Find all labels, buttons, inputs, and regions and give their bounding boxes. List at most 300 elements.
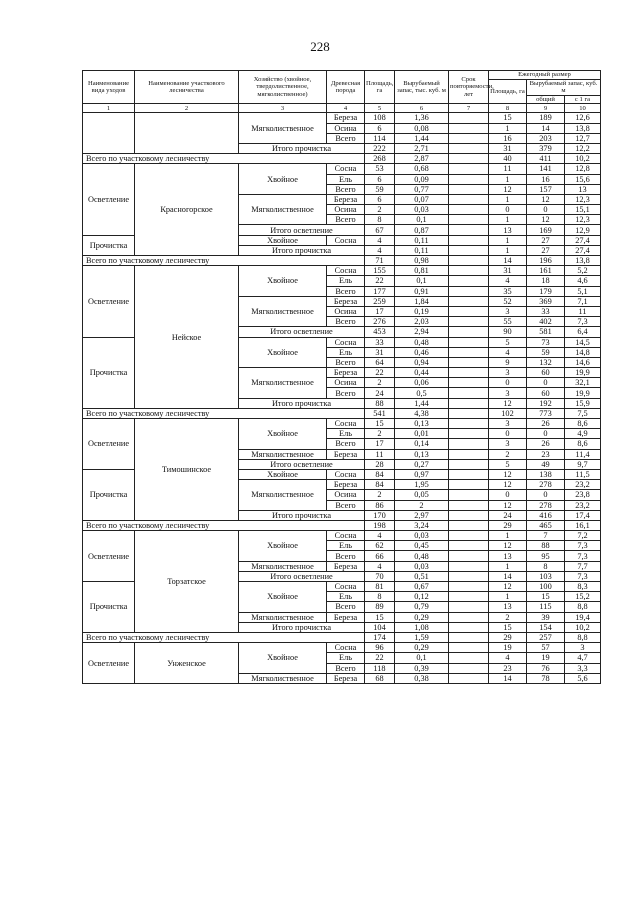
period-cell [449, 306, 489, 316]
species-cell: Всего [327, 317, 365, 327]
volume-cell: 0,12 [395, 592, 449, 602]
period-cell [449, 174, 489, 184]
volume-cell: 2,87 [395, 154, 449, 164]
economy-cell: Хвойное [239, 235, 327, 245]
annual-area-cell: 19 [489, 643, 527, 653]
area-cell: 62 [365, 541, 395, 551]
area-cell: 24 [365, 388, 395, 398]
annual-area-cell: 12 [489, 398, 527, 408]
period-cell [449, 235, 489, 245]
volume-cell: 2,71 [395, 143, 449, 153]
area-cell: 81 [365, 582, 395, 592]
annual-volume-total-cell: 0 [527, 205, 565, 215]
table-row [83, 643, 601, 653]
annual-volume-total-cell: 154 [527, 622, 565, 632]
period-cell [449, 337, 489, 347]
annual-volume-per-ha-cell: 14,8 [565, 347, 601, 357]
annual-volume-per-ha-cell: 8,3 [565, 582, 601, 592]
annual-volume-total-cell: 278 [527, 480, 565, 490]
species-cell: Береза [327, 113, 365, 123]
period-cell [449, 398, 489, 408]
volume-cell: 0,13 [395, 449, 449, 459]
column-number: 9 [527, 104, 565, 113]
volume-cell: 0,03 [395, 531, 449, 541]
period-cell [449, 551, 489, 561]
volume-cell: 0,91 [395, 286, 449, 296]
annual-area-cell: 11 [489, 164, 527, 174]
area-cell: 174 [365, 632, 395, 642]
period-cell [449, 429, 489, 439]
volume-cell: 0,51 [395, 571, 449, 581]
volume-cell: 0,98 [395, 256, 449, 266]
annual-area-cell: 40 [489, 154, 527, 164]
area-cell: 17 [365, 439, 395, 449]
period-cell [449, 480, 489, 490]
species-cell: Ель [327, 347, 365, 357]
area-cell: 268 [365, 154, 395, 164]
annual-area-cell: 0 [489, 205, 527, 215]
annual-area-cell: 90 [489, 327, 527, 337]
area-cell: 28 [365, 459, 395, 469]
forestry-cell: Тимошинское [135, 419, 239, 521]
volume-cell: 0,94 [395, 357, 449, 367]
area-cell: 6 [365, 174, 395, 184]
area-cell: 71 [365, 256, 395, 266]
annual-area-cell: 2 [489, 612, 527, 622]
care-type-cell: Прочистка [83, 582, 135, 633]
volume-cell: 0,1 [395, 276, 449, 286]
species-cell: Всего [327, 663, 365, 673]
species-cell: Ель [327, 276, 365, 286]
species-cell: Сосна [327, 643, 365, 653]
volume-cell: 0,07 [395, 194, 449, 204]
annual-volume-total-cell: 12 [527, 215, 565, 225]
period-cell [449, 459, 489, 469]
annual-volume-total-cell: 60 [527, 388, 565, 398]
annual-volume-per-ha-cell: 10,2 [565, 622, 601, 632]
period-cell [449, 276, 489, 286]
period-cell [449, 653, 489, 663]
header-species: Древесная порода [327, 71, 365, 104]
species-cell: Ель [327, 653, 365, 663]
annual-area-cell: 13 [489, 551, 527, 561]
annual-volume-total-cell: 179 [527, 286, 565, 296]
volume-cell: 2,03 [395, 317, 449, 327]
annual-volume-total-cell: 7 [527, 531, 565, 541]
area-cell: 108 [365, 113, 395, 123]
period-cell [449, 123, 489, 133]
economy-cell: Хвойное [239, 531, 327, 562]
volume-cell: 3,24 [395, 520, 449, 530]
area-cell: 15 [365, 419, 395, 429]
period-cell [449, 449, 489, 459]
volume-cell: 0,87 [395, 225, 449, 235]
annual-area-cell: 1 [489, 194, 527, 204]
annual-volume-per-ha-cell: 8,8 [565, 632, 601, 642]
period-cell [449, 561, 489, 571]
species-cell: Сосна [327, 337, 365, 347]
annual-area-cell: 12 [489, 184, 527, 194]
annual-volume-total-cell: 57 [527, 643, 565, 653]
area-cell: 155 [365, 266, 395, 276]
economy-cell: Мягколиственное [239, 113, 327, 144]
annual-volume-per-ha-cell: 10,2 [565, 154, 601, 164]
volume-cell: 0,03 [395, 561, 449, 571]
annual-area-cell: 1 [489, 245, 527, 255]
column-number: 2 [135, 104, 239, 113]
annual-volume-per-ha-cell: 4,9 [565, 429, 601, 439]
period-cell [449, 225, 489, 235]
annual-area-cell: 4 [489, 276, 527, 286]
annual-area-cell: 12 [489, 480, 527, 490]
period-cell [449, 469, 489, 479]
period-cell [449, 673, 489, 683]
annual-volume-total-cell: 15 [527, 592, 565, 602]
annual-area-cell: 3 [489, 368, 527, 378]
volume-cell: 0,45 [395, 541, 449, 551]
annual-area-cell: 35 [489, 286, 527, 296]
period-cell [449, 531, 489, 541]
header-annual-area: Площадь, га [489, 79, 527, 104]
species-cell: Сосна [327, 582, 365, 592]
annual-volume-total-cell: 416 [527, 510, 565, 520]
header-economy: Хозяйство (хвойное, твердолиственное, мягколиственное) [239, 71, 327, 104]
species-cell: Осина [327, 490, 365, 500]
area-cell: 259 [365, 296, 395, 306]
forestry-cell: Нейское [135, 266, 239, 409]
annual-volume-per-ha-cell: 12,3 [565, 215, 601, 225]
period-cell [449, 133, 489, 143]
period-cell [449, 205, 489, 215]
area-cell: 70 [365, 571, 395, 581]
volume-cell: 0,5 [395, 388, 449, 398]
species-cell: Береза [327, 561, 365, 571]
volume-cell: 0,81 [395, 266, 449, 276]
period-cell [449, 296, 489, 306]
annual-volume-total-cell: 203 [527, 133, 565, 143]
annual-area-cell: 16 [489, 133, 527, 143]
period-cell [449, 388, 489, 398]
area-cell: 88 [365, 398, 395, 408]
annual-volume-total-cell: 189 [527, 113, 565, 123]
annual-area-cell: 3 [489, 388, 527, 398]
annual-volume-total-cell: 39 [527, 612, 565, 622]
annual-volume-total-cell: 26 [527, 439, 565, 449]
period-cell [449, 317, 489, 327]
header-period: Срок повторяемости, лет [449, 71, 489, 104]
annual-volume-total-cell: 257 [527, 632, 565, 642]
header-annual-per-ha: с 1 га [565, 95, 601, 104]
subtotal-label: Итого прочистка [239, 143, 365, 153]
period-cell [449, 143, 489, 153]
annual-area-cell: 0 [489, 378, 527, 388]
area-cell: 541 [365, 408, 395, 418]
economy-cell: Мягколиственное [239, 561, 327, 571]
annual-volume-per-ha-cell: 32,1 [565, 378, 601, 388]
annual-volume-per-ha-cell: 3,3 [565, 663, 601, 673]
annual-area-cell: 52 [489, 296, 527, 306]
species-cell: Всего [327, 286, 365, 296]
annual-volume-per-ha-cell: 5,2 [565, 266, 601, 276]
species-cell: Осина [327, 205, 365, 215]
subtotal-label: Итого осветление [239, 571, 365, 581]
header-annual: Ежегодный размер [489, 71, 601, 80]
header-care-type: Наименование вида уходов [83, 71, 135, 104]
area-cell: 2 [365, 429, 395, 439]
period-cell [449, 622, 489, 632]
volume-cell: 4,38 [395, 408, 449, 418]
column-number: 8 [489, 104, 527, 113]
annual-volume-total-cell: 60 [527, 368, 565, 378]
area-cell: 170 [365, 510, 395, 520]
annual-volume-total-cell: 773 [527, 408, 565, 418]
annual-volume-total-cell: 157 [527, 184, 565, 194]
subtotal-label: Итого осветление [239, 225, 365, 235]
table-row [83, 520, 601, 530]
annual-area-cell: 24 [489, 510, 527, 520]
annual-area-cell: 3 [489, 306, 527, 316]
species-cell: Береза [327, 449, 365, 459]
volume-cell: 0,29 [395, 643, 449, 653]
table-row [83, 164, 601, 174]
annual-volume-per-ha-cell: 7,1 [565, 296, 601, 306]
care-type-cell [83, 113, 135, 154]
volume-cell: 0,67 [395, 582, 449, 592]
annual-area-cell: 12 [489, 541, 527, 551]
species-cell: Береза [327, 194, 365, 204]
forestry-total-label: Всего по участковому лесничеству [83, 256, 365, 266]
area-cell: 68 [365, 673, 395, 683]
annual-area-cell: 0 [489, 490, 527, 500]
header-annual-total: общий [527, 95, 565, 104]
period-cell [449, 164, 489, 174]
period-cell [449, 215, 489, 225]
annual-area-cell: 12 [489, 469, 527, 479]
area-cell: 453 [365, 327, 395, 337]
volume-cell: 0,14 [395, 439, 449, 449]
area-cell: 84 [365, 480, 395, 490]
annual-volume-total-cell: 0 [527, 378, 565, 388]
volume-cell: 0,79 [395, 602, 449, 612]
annual-volume-per-ha-cell: 16,1 [565, 520, 601, 530]
annual-volume-per-ha-cell: 13,8 [565, 256, 601, 266]
period-cell [449, 368, 489, 378]
column-number: 4 [327, 104, 365, 113]
forestry-total-label: Всего по участковому лесничеству [83, 520, 365, 530]
annual-volume-per-ha-cell: 17,4 [565, 510, 601, 520]
subtotal-label: Итого осветление [239, 327, 365, 337]
area-cell: 96 [365, 643, 395, 653]
economy-cell: Хвойное [239, 582, 327, 613]
area-cell: 198 [365, 520, 395, 530]
species-cell: Сосна [327, 266, 365, 276]
economy-cell: Мягколиственное [239, 194, 327, 225]
annual-volume-total-cell: 0 [527, 429, 565, 439]
annual-volume-per-ha-cell: 8,6 [565, 439, 601, 449]
table-row [83, 256, 601, 266]
annual-area-cell: 31 [489, 266, 527, 276]
care-type-cell: Осветление [83, 419, 135, 470]
annual-volume-per-ha-cell: 7,7 [565, 561, 601, 571]
annual-volume-per-ha-cell: 3 [565, 643, 601, 653]
period-cell [449, 357, 489, 367]
volume-cell: 0,08 [395, 123, 449, 133]
period-cell [449, 419, 489, 429]
area-cell: 53 [365, 164, 395, 174]
forestry-cell: Торзатское [135, 531, 239, 633]
period-cell [449, 154, 489, 164]
column-number: 3 [239, 104, 327, 113]
annual-volume-per-ha-cell: 5,1 [565, 286, 601, 296]
species-cell: Всего [327, 184, 365, 194]
period-cell [449, 408, 489, 418]
annual-volume-total-cell: 0 [527, 490, 565, 500]
annual-area-cell: 13 [489, 225, 527, 235]
species-cell: Ель [327, 174, 365, 184]
annual-volume-total-cell: 411 [527, 154, 565, 164]
species-cell: Всего [327, 388, 365, 398]
annual-volume-total-cell: 278 [527, 500, 565, 510]
table-row [83, 632, 601, 642]
volume-cell: 1,44 [395, 398, 449, 408]
area-cell: 59 [365, 184, 395, 194]
column-number: 7 [449, 104, 489, 113]
annual-area-cell: 1 [489, 592, 527, 602]
annual-volume-total-cell: 18 [527, 276, 565, 286]
species-cell: Сосна [327, 469, 365, 479]
annual-volume-total-cell: 19 [527, 653, 565, 663]
care-type-cell: Осветление [83, 531, 135, 582]
volume-cell: 1,84 [395, 296, 449, 306]
area-cell: 66 [365, 551, 395, 561]
table-row [83, 154, 601, 164]
volume-cell: 0,39 [395, 663, 449, 673]
table-row [83, 408, 601, 418]
care-type-cell: Осветление [83, 164, 135, 235]
area-cell: 22 [365, 276, 395, 286]
species-cell: Всего [327, 357, 365, 367]
period-cell [449, 643, 489, 653]
species-cell: Сосна [327, 419, 365, 429]
volume-cell: 0,1 [395, 215, 449, 225]
annual-volume-total-cell: 12 [527, 194, 565, 204]
volume-cell: 2 [395, 500, 449, 510]
annual-volume-per-ha-cell: 23,8 [565, 490, 601, 500]
annual-volume-per-ha-cell: 12,2 [565, 143, 601, 153]
annual-area-cell: 12 [489, 582, 527, 592]
care-type-cell: Осветление [83, 266, 135, 337]
annual-volume-total-cell: 138 [527, 469, 565, 479]
species-cell: Всего [327, 439, 365, 449]
volume-cell: 0,46 [395, 347, 449, 357]
annual-area-cell: 4 [489, 653, 527, 663]
table-row [83, 266, 601, 276]
annual-area-cell: 31 [489, 143, 527, 153]
annual-volume-per-ha-cell: 23,2 [565, 480, 601, 490]
annual-volume-per-ha-cell: 7,3 [565, 317, 601, 327]
subtotal-label: Итого осветление [239, 459, 365, 469]
period-cell [449, 520, 489, 530]
forestry-cell [135, 113, 239, 154]
volume-cell: 2,97 [395, 510, 449, 520]
period-cell [449, 510, 489, 520]
annual-volume-total-cell: 369 [527, 296, 565, 306]
forestry-total-label: Всего по участковому лесничеству [83, 408, 365, 418]
volume-cell: 1,59 [395, 632, 449, 642]
area-cell: 67 [365, 225, 395, 235]
period-cell [449, 347, 489, 357]
volume-cell: 0,1 [395, 653, 449, 663]
species-cell: Всего [327, 133, 365, 143]
area-cell: 222 [365, 143, 395, 153]
annual-volume-per-ha-cell: 11,4 [565, 449, 601, 459]
annual-area-cell: 14 [489, 256, 527, 266]
area-cell: 22 [365, 653, 395, 663]
volume-cell: 0,38 [395, 673, 449, 683]
forestry-cell: Унженское [135, 643, 239, 684]
annual-volume-per-ha-cell: 11,5 [565, 469, 601, 479]
area-cell: 118 [365, 663, 395, 673]
care-type-cell: Прочистка [83, 337, 135, 408]
annual-area-cell: 1 [489, 174, 527, 184]
volume-cell: 0,77 [395, 184, 449, 194]
volume-cell: 0,01 [395, 429, 449, 439]
annual-area-cell: 1 [489, 123, 527, 133]
economy-cell: Хвойное [239, 419, 327, 450]
header-annual-volume: Вырубаемый запас, куб. м [527, 79, 601, 95]
volume-cell: 1,08 [395, 622, 449, 632]
annual-volume-total-cell: 16 [527, 174, 565, 184]
annual-volume-total-cell: 169 [527, 225, 565, 235]
annual-volume-total-cell: 141 [527, 164, 565, 174]
area-cell: 31 [365, 347, 395, 357]
annual-area-cell: 15 [489, 113, 527, 123]
annual-area-cell: 13 [489, 602, 527, 612]
species-cell: Осина [327, 306, 365, 316]
period-cell [449, 500, 489, 510]
volume-cell: 0,11 [395, 235, 449, 245]
annual-area-cell: 1 [489, 235, 527, 245]
annual-volume-per-ha-cell: 6,4 [565, 327, 601, 337]
species-cell: Всего [327, 602, 365, 612]
column-number: 1 [83, 104, 135, 113]
period-cell [449, 582, 489, 592]
annual-volume-total-cell: 78 [527, 673, 565, 683]
header-area: Площадь, га [365, 71, 395, 104]
area-cell: 33 [365, 337, 395, 347]
annual-volume-per-ha-cell: 12,7 [565, 133, 601, 143]
area-cell: 22 [365, 368, 395, 378]
species-cell: Ель [327, 592, 365, 602]
annual-volume-total-cell: 8 [527, 561, 565, 571]
annual-volume-total-cell: 76 [527, 663, 565, 673]
annual-area-cell: 3 [489, 419, 527, 429]
volume-cell: 0,68 [395, 164, 449, 174]
annual-volume-per-ha-cell: 4,7 [565, 653, 601, 663]
annual-volume-per-ha-cell: 14,5 [565, 337, 601, 347]
volume-cell: 0,97 [395, 469, 449, 479]
subtotal-label: Итого прочистка [239, 245, 365, 255]
area-cell: 64 [365, 357, 395, 367]
volume-cell: 0,05 [395, 490, 449, 500]
annual-area-cell: 15 [489, 622, 527, 632]
period-cell [449, 113, 489, 123]
period-cell [449, 602, 489, 612]
area-cell: 114 [365, 133, 395, 143]
annual-volume-per-ha-cell: 7,5 [565, 408, 601, 418]
annual-volume-per-ha-cell: 7,3 [565, 551, 601, 561]
volume-cell: 0,09 [395, 174, 449, 184]
